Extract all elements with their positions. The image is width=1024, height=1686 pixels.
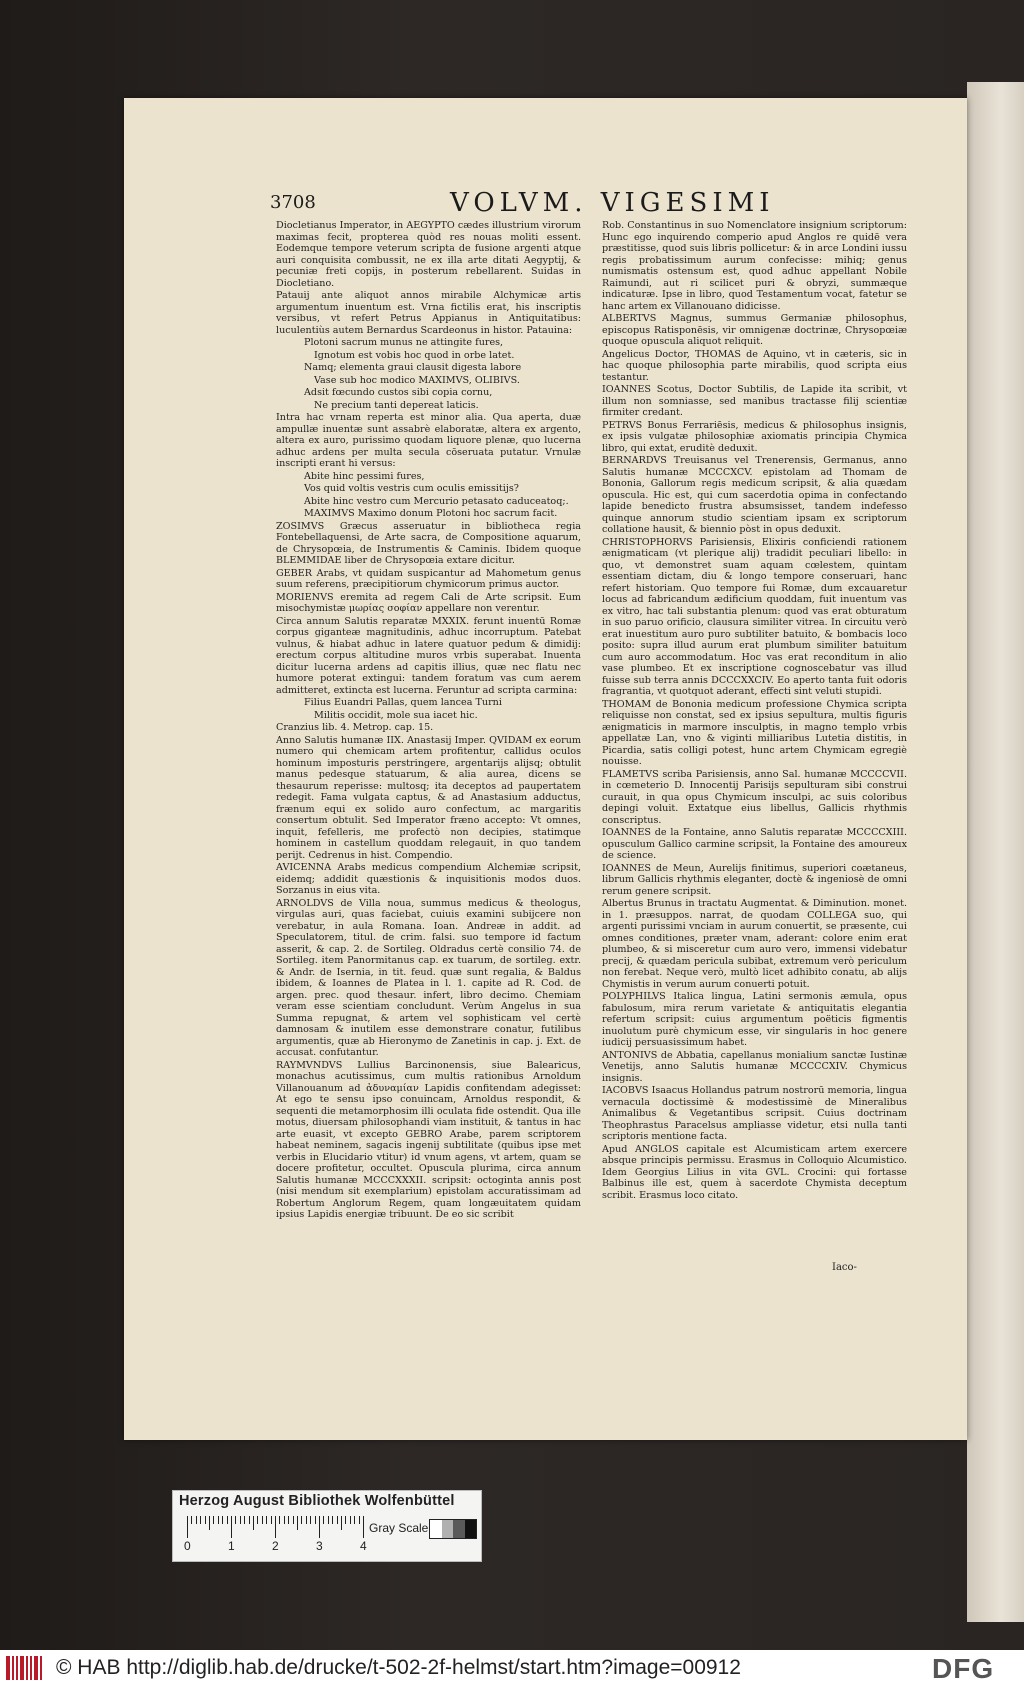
paragraph: CHRISTOPHORVS Parisiensis, Elixiris conficiendi rationem ænigmaticam (vt plerique alij) tradidit peculiari libello: in quo, vt demonstret suam aquam cœlestem, quintam essentiam dictam, diu & longo tempore conseruari, hanc refert historiam. Quo tempore fui Romæ, dum excauaretur locus ad fabricandum ædificium quoddam, fuit inuentum vas ex vitro, hac tali substantia plenum: quod vas erat obturatum in suo paruo orificio, clausura similiter vitrea. In circuitu verò erat inuestitum auro puro subtiliter batuito, & bombacis loco posito: supra illud aurum erat plumbum similiter batuitum cum auro accommodatum. Hoc vas erat reconditum in alio vase plumbeo. Et ex inscriptione cognoscebatur vas illud fuisse sub terra annis DCCCXXCIV. Eo aperto tanta fuit odoris fragrantia, vt quotquot aderant, effecti sint veluti stupidi. <box>602 536 907 697</box>
ruler-tick <box>354 1516 355 1524</box>
ruler-tick <box>200 1516 201 1524</box>
ruler-tick <box>262 1516 263 1524</box>
paragraph: FLAMETVS scriba Parisiensis, anno Sal. humanæ MCCCCVII. in cœmeterio D. Innocentij Parisijs sepulturam sibi construi curauit, in qua opus Chymicum insculpi, ac suis coloribus depingi voluit. Extatque eius libellus, Gallicis rhythmis conscriptus. <box>602 768 907 826</box>
verse-line: Militis occidit, mole sua iacet hic. <box>314 709 478 721</box>
page-number: 3708 <box>270 192 316 213</box>
paragraph: IOANNES de la Fontaine, anno Salutis reparatæ MCCCCXIII. opusculum Gallico carmine scripsit, la Fontaine des amoureux de science. <box>602 827 907 861</box>
ruler-tick <box>350 1516 351 1524</box>
left-text-column <box>276 220 581 1222</box>
barcode-icon <box>6 1656 46 1680</box>
ruler-tick <box>253 1516 254 1530</box>
paragraph: Rob. Constantinus in suo Nomenclatore insignium scriptorum: Hunc ego inquirendo comperio apud Anglos re quidē vera præstitisse, quod suis libris pollicetur: & in arce Londini iussu regis probatissimum aurum confecisse: mihiq; genus numismatis ostensum est, quod adhuc appellant Nobile Raimundi, aut ri scilicet puri & obryzi, summæque indicaturæ. Ipse in libro, quod Testamentum vocat, fatetur se hanc artem ex Villanouano didicisse. <box>602 220 907 312</box>
ruler-tick <box>332 1516 333 1524</box>
gray-swatches <box>429 1519 477 1539</box>
running-head <box>270 188 900 218</box>
gray-scale-label: Gray Scale <box>369 1521 429 1535</box>
paragraph: Cranzius lib. 4. Metrop. cap. 15. <box>276 722 434 733</box>
ruler-tick <box>310 1516 311 1524</box>
ruler-tick <box>328 1516 329 1524</box>
paragraph: Anno Salutis humanæ IIX. Anastasij Imper. QVIDAM ex eorum numero qui chemicam artem profitentur, callidus oculos hominum imposturis perstringere, argentarijs alijsq; obtulit manus pedesque statuarum, & alia aurea, dicens se thesaurum reperisse: multosq; ita deceptos ad paupertatem redegit. Fama vulgata captus, & ad Anastasium adductus, frænum equi ex solido auro confectum, ac margaritis consertum obtulit. Sed Imperator fræno accepto: Vt omnes, inquit, fefelleris, me profectò non decipies, statimque hominem in castellum quoddam relegauit, in quo tandem perijt. Cedrenus in hist. Compendio. <box>276 734 581 861</box>
ruler-tick <box>249 1516 250 1524</box>
paragraph: POLYPHILVS Italica lingua, Latini sermonis æmula, opus fabulosum, mira rerum varietate & antiquitatis elegantia refertum scripsit: cuius argumentum poëticis figmentis inuolutum purè chymicum esse, vir singularis in hoc genere iudicij persuasissimum habet. <box>602 991 907 1048</box>
barcode-bar <box>40 1656 42 1680</box>
ruler-tick <box>319 1516 320 1538</box>
ruler-tick <box>363 1516 364 1538</box>
paragraph: Albertus Brunus in tractatu Augmentat. & Diminution. monet. in 1. præsuppos. narrat, de quodam COLLEGA suo, qui argenti purissimi vnciam in aurum conuertit, se præsente, cui omnes conditiones, præter vnam, aderant: colore enim erat plumbeo, & si misceretur cum auro vero, immensi videbatur precij, & quædam pericula subibat, extremum verò periculum non ferebat. Neque verò, multò licet adhibito conatu, ab alijs Chymistis in verum aurum conuerti potuit. <box>602 898 907 990</box>
paragraph: Patauij ante aliquot annos mirabile Alchymicæ artis argumentum inuentum est. Vrna fictilis erat, his inscriptis versibus, vt refert Petrus Appianus in Antiquitatibus: luculentiùs autem Bernardus Scardeonus in histor. Patauina: <box>276 290 581 336</box>
barcode-bar <box>34 1656 38 1680</box>
ruler-tick <box>218 1516 219 1524</box>
paragraph: BERNARDVS Treuisanus vel Trenerensis, Germanus, anno Salutis humanæ MCCCXCV. epistolam ad Thomam de Bononia, Gallorum regis medicum scripsit, & alia quædam opuscula. Hic est, qui cum sacerdotia opima in confectando lapide benedicto frustra absumsisset, tandem indefesso quinque annorum studio scientiam ipsam ex scriptorum collatione hausit, & biennio pòst in opus deduxit. <box>602 455 907 535</box>
ruler-tick <box>240 1516 241 1524</box>
paragraph: Intra hac vrnam reperta est minor alia. Qua aperta, duæ ampullæ inuentæ sunt assabrè elaboratæ, altera ex argento, altera ex auro, purissimo quodam liquore plenæ, quo lucerna adhuc ardens per multa secula cōseruata putatur. Vrnulæ inscripti erant hi versus: <box>276 412 581 469</box>
dfg-logo: DFG <box>932 1653 995 1684</box>
ruler-tick <box>293 1516 294 1524</box>
verse-line: Plotoni sacrum munus ne attingite fures, <box>304 337 504 348</box>
barcode-bar <box>26 1656 28 1680</box>
verse-line: Adsit fœcundo custos sibi copia cornu, <box>304 387 493 398</box>
paragraph: PETRVS Bonus Ferrariēsis, medicus & philosophus insignis, ex ipsis vulgatæ philosophiæ axiomatis principia Chymica libro, qui extat, eruditè deduxit. <box>602 419 907 454</box>
paragraph: MORIENVS eremita ad regem Cali de Arte scripsit. Eum misochymistæ μωρίας σοφίαν appellare non verentur. <box>276 591 581 614</box>
ruler-tick <box>301 1516 302 1524</box>
ruler-tick <box>213 1516 214 1524</box>
ruler-tick <box>341 1516 342 1530</box>
verse-line: Abite hinc vestro cum Mercurio petasato caduceatoq;. <box>304 495 569 507</box>
verse-line: Filius Euandri Pallas, quem lancea Turni <box>304 697 502 708</box>
barcode-bar <box>16 1656 18 1680</box>
verse-line: Abite hinc pessimi fures, <box>304 470 425 482</box>
ruler-ticks <box>187 1516 365 1538</box>
gray-swatch <box>453 1520 465 1538</box>
color-scale-card <box>172 1490 482 1562</box>
ruler-tick <box>205 1516 206 1524</box>
paragraph: Diocletianus Imperator, in AEGYPTO cædes illustrium virorum maximas fecit, propterea quòd res nouas moliti essent. Eodemque tempore veterum scripta de fusione argenti atque auri conquisita combussit, ne ex illa arte ditati Aegyptij, & pecuniæ freti copijs, in posterum rebellarent. Suidas in Diocletiano. <box>276 220 581 289</box>
ruler-tick <box>279 1516 280 1524</box>
ruler-tick <box>275 1516 276 1538</box>
ruler-tick <box>191 1516 192 1524</box>
ruler-tick <box>187 1516 188 1538</box>
verse-line: Vos quid voltis vestris cum oculis emissitijs? <box>304 483 519 494</box>
paragraph: ZOSIMVS Græcus asseruatur in bibliotheca regia Fontebellaquensi, de Arte sacra, de Compositione aquarum, de Chrysopœia, de Instrumentis & Caminis. Ibidem quoque BLEMMIDAE liber de Chrysopœia extare dicitur. <box>276 520 581 566</box>
barcode-bar <box>6 1656 10 1680</box>
paragraph: ALBERTVS Magnus, summus Germaniæ philosophus, episcopus Ratisponēsis, vir omnigenæ doctrinæ, Chrysopœiæ quoque opuscula aliquot reliquit. <box>602 313 907 347</box>
verse-line: Namq; elementa graui clausit digesta labore <box>304 362 522 373</box>
barcode-bar <box>20 1656 24 1680</box>
catchword: Iaco- <box>832 1262 857 1273</box>
ruler-number: 4 <box>360 1539 367 1553</box>
paragraph: IOANNES Scotus, Doctor Subtilis, de Lapide ita scribit, vt illum non somniasse, sed manibus tractasse filij scientiæ firmiter credant. <box>602 384 907 418</box>
paragraph: GEBER Arabs, vt quidam suspicantur ad Mahometum genus suum referens, præcipitiorum chymicorum primus auctor. <box>276 567 581 590</box>
ruler-number: 1 <box>228 1539 235 1553</box>
gray-swatch <box>442 1520 454 1538</box>
ruler-tick <box>323 1516 324 1524</box>
right-text-column <box>602 220 907 1202</box>
ruler-tick <box>209 1516 210 1530</box>
verse-line: Vase sub hoc modico MAXIMVS, OLIBIVS. <box>314 374 520 386</box>
paragraph: Circa annum Salutis reparatæ MXXIX. ferunt inuentū Romæ corpus giganteæ magnitudinis, adhuc incorruptum. Patebat vulnus, & hiabat adhuc in latere quatuor pedum & dimidij: erectum corpus altitudine muros vrbis superabat. Inuenta dicitur lucerna ardens ad capitis illius, quæ nec flatu nec humore poterat extingui: tandem foratum vas cum aerem admitteret, extincta est lucerna. Feruntur ad scripta carmina: <box>276 615 581 696</box>
adjacent-page-edge <box>967 82 1024 1622</box>
ruler-tick <box>244 1516 245 1524</box>
footer-url[interactable]: © HAB http://diglib.hab.de/drucke/t-502-2f-helmst/start.htm?image=00912 <box>56 1656 741 1679</box>
ruler-tick <box>306 1516 307 1524</box>
ruler-tick <box>284 1516 285 1524</box>
ruler-tick <box>235 1516 236 1524</box>
ruler-tick <box>288 1516 289 1524</box>
ruler-number: 2 <box>272 1539 279 1553</box>
verse-line: Ne precium tanti depereat laticis. <box>314 399 479 411</box>
gray-swatch <box>430 1520 442 1538</box>
ruler-tick <box>297 1516 298 1530</box>
barcode-bar <box>12 1656 14 1680</box>
ruler-number: 0 <box>184 1539 191 1553</box>
ruler-tick <box>196 1516 197 1524</box>
ruler-tick <box>315 1516 316 1524</box>
library-name: Herzog August Bibliothek Wolfenbüttel <box>179 1493 455 1509</box>
ruler-tick <box>345 1516 346 1524</box>
paragraph: AVICENNA Arabs medicus compendium Alchemiæ scripsit, eidemq; addidit quæstionis & inquisitionis modos duos. Sorzanus in eius vita. <box>276 862 581 896</box>
ruler-tick <box>227 1516 228 1524</box>
paragraph: ARNOLDVS de Villa noua, summus medicus & theologus, virgulas auri, quas faciebat, cuiuis examini subijcere non verebatur, in aula Romana. Ioan. Andreæ in addit. ad Speculatorem, titul. de crim. falsi. suo tempore id factum asserit, & cap. 2. de Sortileg. Oldradus certè consilio 74. de Sortileg. item Panormitanus cap. ex tuarum, de sortileg. extr. & Andr. de Isernia, in tit. feud. quæ sunt regalia, & Baldus ibidem, & Ioannes de Platea in l. 1. capite ad R. Cod. de argen. prec. quod thesaur. infert, libro decimo. Chemiam veram esse scientiam concludunt. Verùm Angelus in sua Summa repugnat, & artem vel sophisticam vel certè damnosam & inutilem esse demonstrare conatur, futilibus argumentis, quæ ab Hieronymo de Zanetinis in cap. j. Ext. de accusat. confutantur. <box>276 897 581 1058</box>
paragraph: IOANNES de Meun, Aurelijs finitimus, superiori coætaneus, librum Gallicis rhythmis eleganter, doctè & ingeniosè de omni rerum genere scripsit. <box>602 862 907 897</box>
paragraph: Apud ANGLOS capitale est Alcumisticam artem exercere absque principis permissu. Erasmus in Colloquio Alcumistico. Idem Georgius Lilius in vita GVL. Crocini: qui fortasse Balbinus ille est, quem à sacerdote Chymista deceptum scribit. Erasmus loco citato. <box>602 1143 907 1201</box>
paragraph: THOMAM de Bononia medicum professione Chymica scripta reliquisse non constat, sed ex ipsius sepultura, multis figuris ænigmaticis in marmore insculptis, in magno templo vrbis appellatæ Lan, vno & viginti milliaribus Lutetia distitis, in Picardia, satis colligi potest, hunc artem Chymicam egregiè nouisse. <box>602 698 907 767</box>
ruler-tick <box>271 1516 272 1524</box>
ruler-tick <box>359 1516 360 1524</box>
paragraph: ANTONIVS de Abbatia, capellanus monialium sanctæ Iustinæ Venetijs, anno Salutis humanæ MCCCCXIV. Chymicus insignis. <box>602 1049 907 1084</box>
running-title: VOLVM. VIGESIMI <box>450 188 775 218</box>
verse-line: Ignotum est vobis hoc quod in orbe latet. <box>314 349 515 361</box>
ruler-tick <box>257 1516 258 1524</box>
ruler-tick <box>266 1516 267 1524</box>
footer-bar <box>0 1650 1024 1686</box>
verse-line: MAXIMVS Maximo donum Plotoni hoc sacrum facit. <box>304 508 558 519</box>
paragraph: IACOBVS Isaacus Hollandus patrum nostrorū memoria, lingua vernacula doctissimè & modestissimè de Mineralibus Animalibus & Vegetantibus scripsit. Cuius doctrinam Theophrastus Paracelsus ampliasse videtur, etsi nulla tanti scriptoris mentione facta. <box>602 1085 907 1142</box>
paragraph: RAYMVNDVS Lullius Barcinonensis, siue Balearicus, monachus acutissimus, cum multis rationibus Arnoldum Villanouanum ad ἀδυναμίαν Lapidis confitendam adegisset: At ego te sensu ipso conuincam, Arnoldus respondit, & sequenti die metamorphosim illi oculata fide ostendit. Qua ille motus, diuersam philosophandi viam instituit, & tantus in hac arte euasit, vt excepto GEBRO Arabe, parem scriptorem habeat neminem, sagacis ingenij subtilitate (quibus ipse met verbis in Elucidario vtitur) id vnum agens, vt artem, quam se docere profitetur, occultet. Opuscula plurima, circa annum Salutis humanæ MCCCXXXII. scripsit: octoginta annis post (nisi mendum sit exemplarium) epistolam accuratissimam ad Robertum Anglorum Regem, quam longæuitatem quidam ipsius Lapidis energiæ tribuunt. De eo sic scribit <box>276 1059 581 1220</box>
ruler-tick <box>222 1516 223 1524</box>
ruler-tick <box>231 1516 232 1538</box>
ruler-number: 3 <box>316 1539 323 1553</box>
paragraph: Angelicus Doctor, THOMAS de Aquino, vt in cæteris, sic in hac quoque philosophia parte mirabilis, quod scripta eius testantur. <box>602 348 907 383</box>
ruler-tick <box>337 1516 338 1524</box>
ruler-numbers <box>184 1539 367 1555</box>
barcode-bar <box>30 1656 32 1680</box>
gray-swatch <box>465 1520 477 1538</box>
